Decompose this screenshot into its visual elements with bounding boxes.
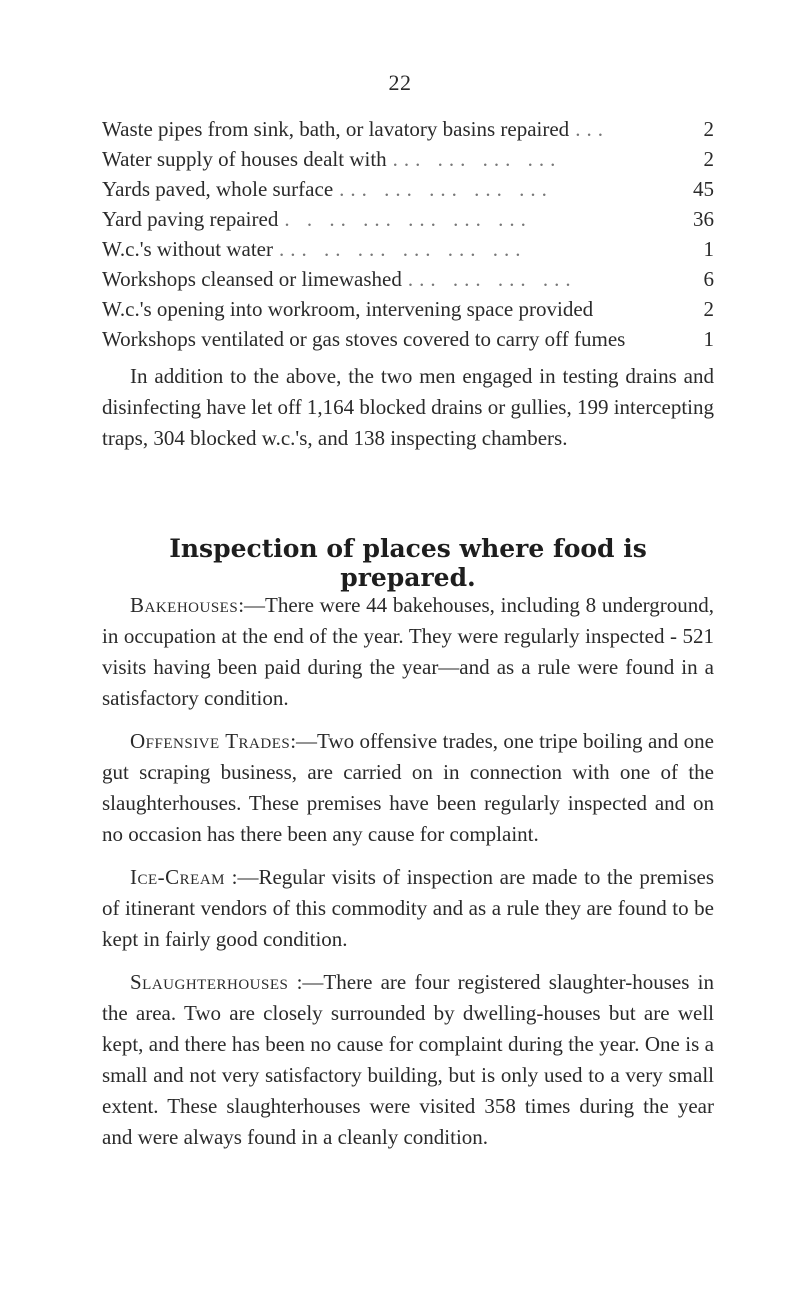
ice-cream-separator: :—	[225, 865, 259, 889]
ice-cream-paragraph	[102, 862, 714, 955]
offensive-trades-body: Two offensive trades, one tripe boiling and one gut scraping business, are carried on in connection with one of the slaughterhouses. These premises have been regularly inspected and on no occasion has there been any cause for complaint.	[102, 729, 714, 846]
item-value: 1	[703, 237, 714, 261]
slaughterhouses-heading: Slaughterhouses	[130, 970, 289, 994]
list-item	[102, 267, 714, 297]
list-item	[102, 177, 714, 207]
list-item	[102, 327, 714, 357]
ice-cream-body: Regular visits of inspection are made to the premises of itinerant vendors of this commodity and as a rule they are found to be kept in fairly good condition.	[102, 865, 714, 951]
leader-dots: ...	[575, 117, 609, 141]
offensive-trades-paragraph	[102, 726, 714, 850]
item-label: Yards paved, whole surface	[102, 177, 334, 201]
leader-dots: . . .. ... ... ... ...	[284, 207, 532, 231]
item-value: 36	[693, 207, 714, 231]
section-heading: Inspection of places where food is prepared.	[169, 534, 647, 592]
bakehouses-body: There were 44 bakehouses, including 8 underground, in occupation at the end of the year. They were regularly inspected - 521 visits having been paid during the year—and as a rule were found in a satisfactory condition.	[102, 593, 714, 710]
leader-dots: ... ... ... ...	[407, 267, 577, 291]
item-label: Workshops cleansed or limewashed	[102, 267, 402, 291]
addition-block	[102, 361, 714, 454]
ice-cream-heading: Ice-Cream	[130, 865, 225, 889]
addition-paragraph: In addition to the above, the two men engaged in testing drains and disinfecting have let off 1,164 blocked drains or gullies, 199 intercepting traps, 304 blocked w.c.'s, and 138 inspecting chambers.	[102, 364, 714, 450]
list-item	[102, 237, 714, 267]
item-value: 45	[693, 177, 714, 201]
item-label: W.c.'s without water	[102, 237, 273, 261]
repairs-list	[102, 117, 714, 357]
list-item	[102, 147, 714, 177]
list-item	[102, 207, 714, 237]
slaughterhouses-paragraph	[102, 967, 714, 1153]
list-item	[102, 117, 714, 147]
item-value: 6	[703, 267, 714, 291]
item-label: Workshops ventilated or gas stoves covered to carry off fumes	[102, 327, 626, 351]
page-number: 22	[388, 70, 412, 95]
item-label: W.c.'s opening into workroom, intervening space provided	[102, 297, 594, 321]
leader-dots: ... ... ... ... ...	[339, 177, 553, 201]
item-label: Yard paving repaired	[102, 207, 279, 231]
list-item	[102, 297, 714, 327]
bakehouses-heading: Bakehouses	[130, 593, 239, 617]
bakehouses-separator: :—	[238, 593, 266, 617]
bakehouses-paragraph	[102, 590, 714, 714]
item-value: 2	[703, 117, 714, 141]
item-value: 2	[703, 297, 714, 321]
slaughterhouses-separator: :—	[288, 970, 324, 994]
leader-dots: ... ... ... ...	[392, 147, 562, 171]
item-label: Waste pipes from sink, bath, or lavatory basins repaired	[102, 117, 570, 141]
sections-block	[102, 590, 714, 1153]
item-label: Water supply of houses dealt with	[102, 147, 387, 171]
offensive-trades-heading: Offensive Trades	[130, 729, 291, 753]
leader-dots: ... .. ... ... ... ...	[278, 237, 527, 261]
item-value: 2	[703, 147, 714, 171]
offensive-trades-separator: :—	[290, 729, 318, 753]
slaughterhouses-body: There are four registered slaughter-houses in the area. Two are closely surrounded by dwelling-houses but are well kept, and there has been no cause for complaint during the year. One is a small and not very satisfactory building, but is only used to a very small extent. These slaughterhouses were visited 358 times during the year and were always found in a cleanly condition.	[102, 970, 714, 1149]
item-value: 1	[703, 327, 714, 351]
